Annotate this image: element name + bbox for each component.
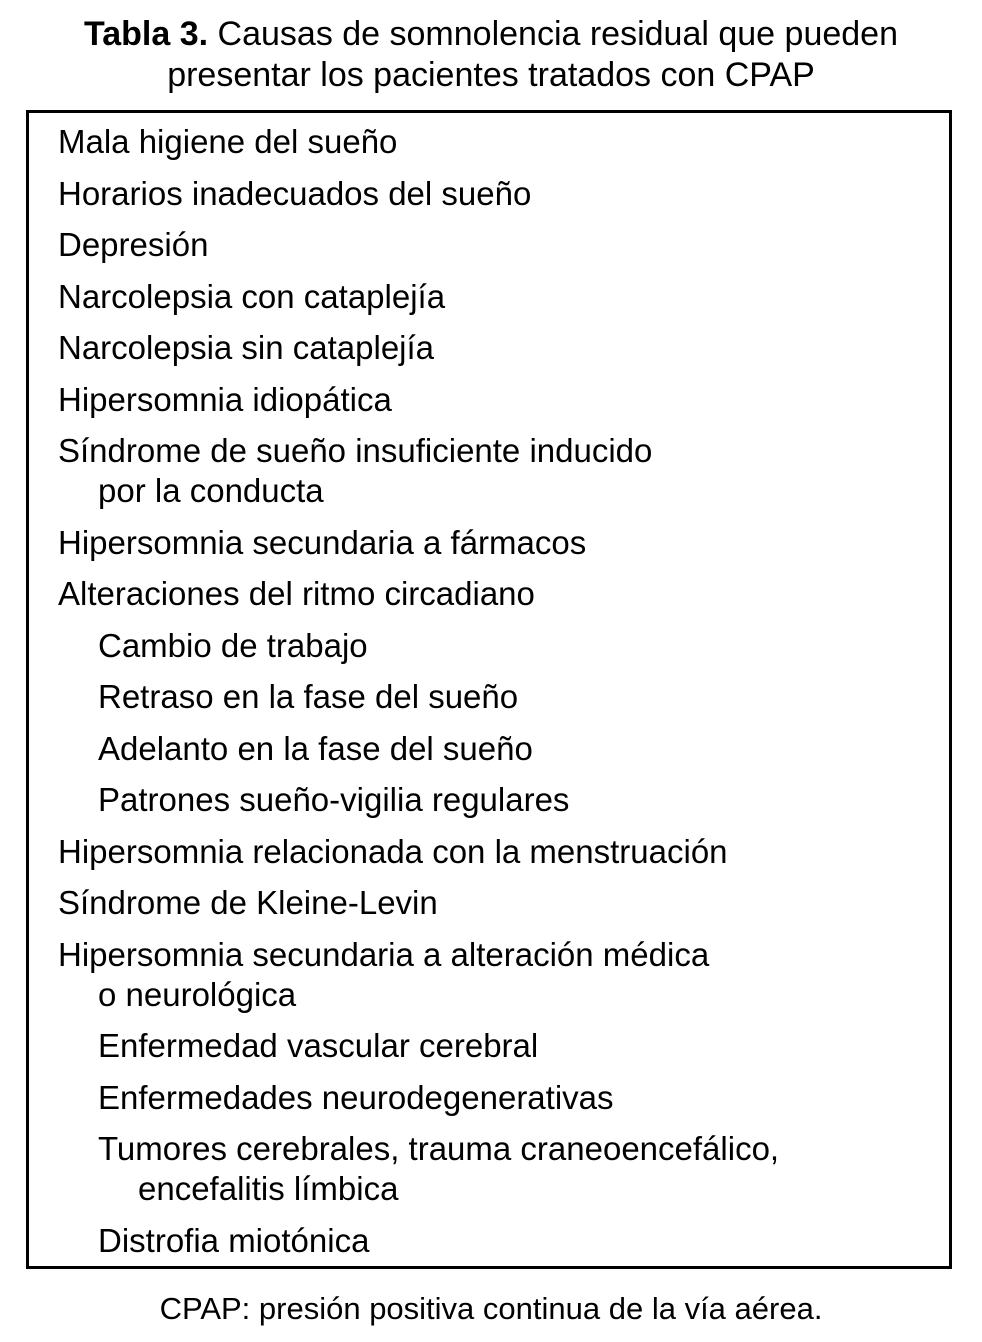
cause-item: [58, 523, 779, 563]
cause-text: Alteraciones del ritmo circadiano: [58, 575, 535, 612]
cause-subitem: [58, 1221, 779, 1261]
cause-text: Horarios inadecuados del sueño: [58, 174, 532, 212]
cause-item: [58, 328, 779, 368]
cause-text: Hipersomnia idiopática: [58, 380, 392, 418]
cause-text-continuation: encefalitis límbica: [138, 1170, 399, 1207]
cause-text: Hipersomnia relacionada con la menstruación: [58, 832, 728, 870]
cause-item: [58, 935, 779, 1015]
cause-text: Depresión: [58, 226, 209, 263]
cause-text: Narcolepsia sin cataplejía: [58, 329, 435, 366]
cause-text: Tumores cerebrales, trauma craneoencefálico,: [98, 1130, 780, 1167]
cause-subitem: [58, 1129, 779, 1209]
cause-subitem: [58, 1026, 779, 1066]
cause-subitem: [58, 677, 779, 717]
cause-text: Enfermedades neurodegenerativas: [98, 1078, 614, 1116]
cause-text: Narcolepsia con cataplejía: [58, 277, 446, 315]
cause-text-continuation: por la conducta: [98, 472, 324, 509]
cause-list: [58, 122, 779, 1272]
cause-item: [58, 122, 779, 162]
cause-text: Cambio de trabajo: [98, 626, 368, 664]
cause-text: Síndrome de Kleine-Levin: [58, 884, 438, 921]
cause-subitem: [58, 626, 779, 666]
cause-text: Adelanto en la fase del sueño: [98, 729, 533, 767]
cause-item: [58, 277, 779, 317]
table-footnote: CPAP: presión positiva continua de la vía aérea.: [159, 1291, 823, 1326]
cause-item: [58, 380, 779, 420]
cause-text: Retraso en la fase del sueño: [98, 678, 519, 715]
cause-text: Hipersomnia secundaria a fármacos: [58, 523, 587, 561]
table-box: [26, 110, 952, 1269]
cause-item: [58, 574, 779, 614]
cause-item: [58, 832, 779, 872]
caption-label: Tabla 3.: [83, 15, 209, 53]
cause-item: [58, 883, 779, 923]
cause-item: [58, 225, 779, 265]
cause-subitem: [58, 780, 779, 820]
cause-subitem: [58, 1078, 779, 1118]
cause-text: Hipersomnia secundaria a alteración médica: [58, 935, 710, 973]
cause-text: Mala higiene del sueño: [58, 123, 398, 160]
cause-item: [58, 174, 779, 214]
caption-line-2: presentar los pacientes tratados con CPAP: [167, 56, 815, 94]
cause-text: Síndrome de sueño insuficiente inducido: [58, 432, 653, 469]
table-caption: [0, 14, 982, 96]
cause-text-continuation: o neurológica: [98, 975, 297, 1013]
cause-item: [58, 431, 779, 511]
caption-title-part-1: Causas de somnolencia residual que pueden: [217, 15, 898, 53]
cause-text: Enfermedad vascular cerebral: [98, 1027, 539, 1064]
cause-text: Distrofia miotónica: [98, 1221, 370, 1259]
caption-line-1: [0, 14, 982, 55]
cause-subitem: [58, 729, 779, 769]
cause-text: Patrones sueño-vigilia regulares: [98, 781, 570, 818]
